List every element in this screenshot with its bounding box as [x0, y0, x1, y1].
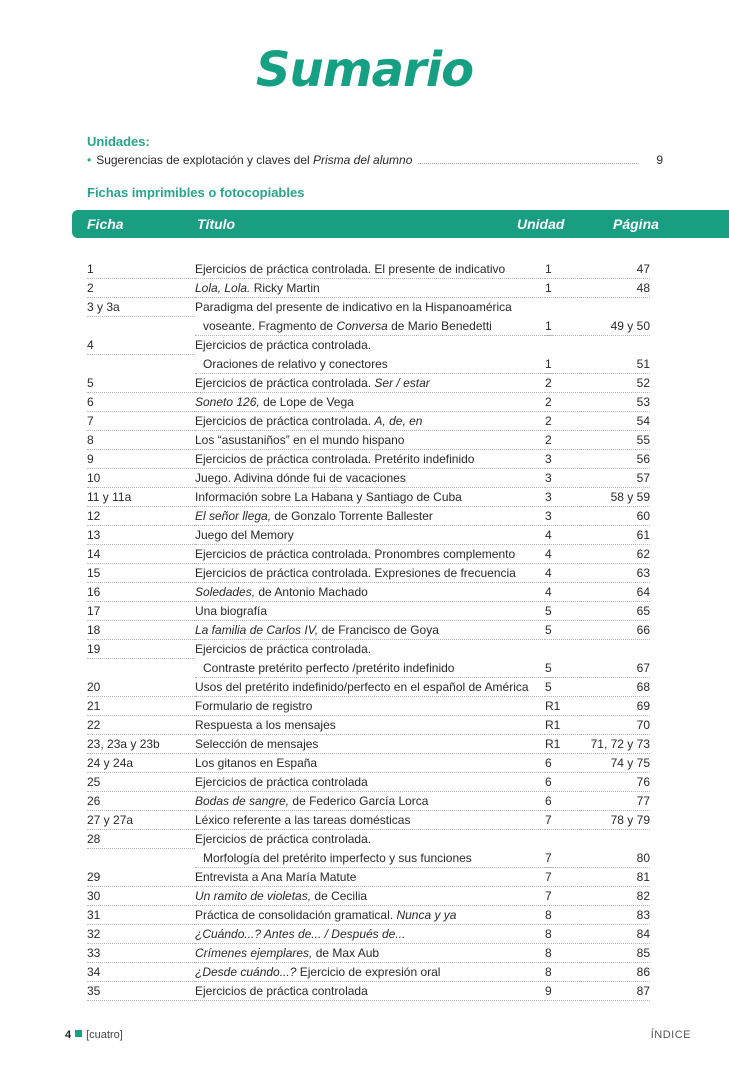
table-row — [0, 754, 729, 773]
cell-ficha: 23, 23a y 23b — [87, 735, 195, 754]
cell-ficha: 14 — [87, 545, 195, 564]
cell-pagina: 62 — [580, 545, 650, 564]
table-row-line — [0, 963, 729, 982]
cell-unidad: 1 — [545, 355, 580, 374]
table-row — [0, 469, 729, 488]
cell-ficha: 5 — [87, 374, 195, 393]
cell-ficha: 8 — [87, 431, 195, 450]
cell-titulo: Ejercicios de práctica controlada — [195, 982, 545, 1001]
cell-unidad: 2 — [545, 431, 580, 450]
cell-unidad: 9 — [545, 982, 580, 1001]
cell-pagina: 61 — [580, 526, 650, 545]
table-row — [0, 298, 729, 336]
cell-pagina: 74 y 75 — [580, 754, 650, 773]
cell-unidad: 4 — [545, 583, 580, 602]
square-icon — [75, 1030, 82, 1037]
cell-titulo: Ejercicios de práctica controlada. — [195, 642, 372, 656]
cell-ficha: 20 — [87, 678, 195, 697]
cell-pagina: 49 y 50 — [580, 317, 650, 336]
table-row-line — [0, 431, 729, 450]
cell-pagina: 54 — [580, 412, 650, 431]
table-row — [0, 374, 729, 393]
cell-titulo: Selección de mensajes — [195, 735, 545, 754]
cell-ficha: 17 — [87, 602, 195, 621]
cell-titulo: Bodas de sangre, de Federico García Lorca — [195, 792, 545, 811]
table-row-line — [0, 735, 729, 754]
table-row — [0, 735, 729, 754]
cell-titulo: Morfología del pretérito imperfecto y sus funciones — [195, 849, 553, 868]
table-row — [0, 450, 729, 469]
cell-pagina: 67 — [580, 659, 650, 678]
unidades-item-page: 9 — [656, 153, 663, 167]
table-row — [0, 583, 729, 602]
page-title: Sumario — [255, 42, 474, 98]
cell-pagina: 76 — [580, 773, 650, 792]
table-row — [0, 260, 729, 279]
cell-titulo: Juego del Memory — [195, 526, 545, 545]
dot-leader — [418, 162, 637, 164]
cell-titulo: Lola, Lola. Ricky Martin — [195, 279, 545, 298]
cell-unidad: 3 — [545, 450, 580, 469]
table-row — [0, 925, 729, 944]
cell-pagina: 64 — [580, 583, 650, 602]
cell-ficha: 12 — [87, 507, 195, 526]
unidades-item — [87, 151, 663, 167]
header-titulo: Título — [197, 216, 236, 232]
table-row-line — [0, 754, 729, 773]
cell-pagina: 82 — [580, 887, 650, 906]
cell-unidad: 5 — [545, 678, 580, 697]
cell-titulo: Respuesta a los mensajes — [195, 716, 545, 735]
header-unidad: Unidad — [517, 216, 565, 232]
cell-titulo: Una biografía — [195, 602, 545, 621]
cell-titulo: ¿Cuándo...? Antes de... / Después de... — [195, 925, 545, 944]
cell-unidad: 7 — [545, 868, 580, 887]
cell-unidad: 8 — [545, 944, 580, 963]
unidades-item-text: • Sugerencias de explotación y claves del Prisma del alumno — [87, 153, 413, 167]
cell-titulo: Ejercicios de práctica controlada. — [195, 832, 372, 846]
table-row — [0, 697, 729, 716]
cell-unidad: 6 — [545, 754, 580, 773]
table-row-line — [0, 640, 729, 659]
table-row-line — [0, 412, 729, 431]
cell-pagina: 86 — [580, 963, 650, 982]
cell-unidad: 7 — [545, 849, 580, 868]
cell-pagina: 70 — [580, 716, 650, 735]
cell-titulo: El señor llega, de Gonzalo Torrente Ballester — [195, 507, 545, 526]
cell-unidad: 1 — [545, 279, 580, 298]
table-row-line — [0, 716, 729, 735]
page-word: [cuatro] — [86, 1029, 123, 1041]
table-row — [0, 716, 729, 735]
table-row-line — [0, 621, 729, 640]
cell-pagina: 56 — [580, 450, 650, 469]
bullet: • — [87, 153, 92, 167]
cell-pagina: 57 — [580, 469, 650, 488]
table-row-line — [0, 488, 729, 507]
cell-titulo: Práctica de consolidación gramatical. Nunca y ya — [195, 906, 545, 925]
cell-unidad: 4 — [545, 545, 580, 564]
table-row — [0, 887, 729, 906]
cell-ficha: 6 — [87, 393, 195, 412]
table-row-line — [0, 564, 729, 583]
table-row — [0, 906, 729, 925]
cell-ficha: 22 — [87, 716, 195, 735]
page-number: 4 — [65, 1029, 72, 1041]
cell-titulo: Soneto 126, de Lope de Vega — [195, 393, 545, 412]
cell-ficha: 18 — [87, 621, 195, 640]
table-row — [0, 811, 729, 830]
cell-unidad: R1 — [545, 716, 580, 735]
cell-titulo: Oraciones de relativo y conectores — [195, 355, 553, 374]
cell-titulo: Los gitanos en España — [195, 754, 545, 773]
fichas-heading: Fichas imprimibles o fotocopiables — [87, 185, 305, 200]
table-row-line — [0, 849, 729, 868]
table-body — [0, 260, 729, 1001]
table-row — [0, 507, 729, 526]
cell-titulo: La familia de Carlos IV, de Francisco de Goya — [195, 621, 545, 640]
cell-titulo: Entrevista a Ana María Matute — [195, 868, 545, 887]
table-row — [0, 868, 729, 887]
cell-unidad: 6 — [545, 773, 580, 792]
table-row-line — [0, 982, 729, 1001]
cell-titulo: Ejercicios de práctica controlada. Ser / estar — [195, 374, 545, 393]
cell-unidad: 4 — [545, 526, 580, 545]
cell-pagina: 81 — [580, 868, 650, 887]
cell-unidad: 7 — [545, 811, 580, 830]
cell-unidad: 8 — [545, 925, 580, 944]
cell-ficha: 15 — [87, 564, 195, 583]
cell-pagina: 77 — [580, 792, 650, 811]
table-row — [0, 640, 729, 678]
table-row — [0, 564, 729, 583]
table-row — [0, 526, 729, 545]
table-row-line — [0, 811, 729, 830]
table-row-line — [0, 469, 729, 488]
cell-titulo: Ejercicios de práctica controlada. Expresiones de frecuencia — [195, 564, 545, 583]
cell-unidad: 2 — [545, 412, 580, 431]
table-row — [0, 963, 729, 982]
cell-ficha: 27 y 27a — [87, 811, 195, 830]
cell-titulo: Formulario de registro — [195, 697, 545, 716]
cell-ficha: 24 y 24a — [87, 754, 195, 773]
cell-unidad: 3 — [545, 507, 580, 526]
table-row-line — [0, 868, 729, 887]
table-row-line — [0, 583, 729, 602]
table-row-line — [0, 374, 729, 393]
table-row-line — [0, 317, 729, 336]
cell-titulo: Un ramito de violetas, de Cecilia — [195, 887, 545, 906]
table-row-line — [0, 545, 729, 564]
cell-unidad: 5 — [545, 621, 580, 640]
table-row — [0, 488, 729, 507]
cell-ficha: 9 — [87, 450, 195, 469]
table-row — [0, 792, 729, 811]
cell-titulo: Ejercicios de práctica controlada. Pretérito indefinido — [195, 450, 545, 469]
cell-ficha: 32 — [87, 925, 195, 944]
cell-pagina: 47 — [580, 260, 650, 279]
cell-titulo: Crímenes ejemplares, de Max Aub — [195, 944, 545, 963]
cell-ficha: 31 — [87, 906, 195, 925]
cell-pagina: 68 — [580, 678, 650, 697]
table-row-line — [0, 925, 729, 944]
cell-unidad: 5 — [545, 659, 580, 678]
table-row-line — [0, 526, 729, 545]
table-row — [0, 621, 729, 640]
table-row — [0, 944, 729, 963]
cell-pagina: 87 — [580, 982, 650, 1001]
cell-ficha: 21 — [87, 697, 195, 716]
header-ficha: Ficha — [87, 216, 124, 232]
cell-ficha: 35 — [87, 982, 195, 1001]
cell-titulo: Ejercicios de práctica controlada. Pronombres complemento — [195, 545, 545, 564]
cell-pagina: 66 — [580, 621, 650, 640]
cell-ficha: 11 y 11a — [87, 488, 195, 507]
table-row — [0, 602, 729, 621]
table-row-line — [0, 906, 729, 925]
cell-titulo: Léxico referente a las tareas domésticas — [195, 811, 545, 830]
table-row-line — [0, 830, 729, 849]
cell-unidad: 2 — [545, 393, 580, 412]
cell-unidad: R1 — [545, 735, 580, 754]
cell-unidad: 8 — [545, 906, 580, 925]
cell-ficha: 2 — [87, 279, 195, 298]
table-row-line — [0, 887, 729, 906]
cell-titulo: Ejercicios de práctica controlada — [195, 773, 545, 792]
cell-titulo: Contraste pretérito perfecto /pretérito indefinido — [195, 659, 553, 678]
cell-ficha: 30 — [87, 887, 195, 906]
footer-page — [65, 1029, 123, 1041]
cell-unidad: 2 — [545, 374, 580, 393]
cell-ficha: 7 — [87, 412, 195, 431]
cell-ficha: 1 — [87, 260, 195, 279]
table-row-line — [0, 944, 729, 963]
cell-unidad: 5 — [545, 602, 580, 621]
cell-titulo: voseante. Fragmento de Conversa de Mario Benedetti — [195, 317, 553, 336]
cell-unidad: 6 — [545, 792, 580, 811]
table-row-line — [0, 659, 729, 678]
cell-pagina: 71, 72 y 73 — [580, 735, 650, 754]
cell-ficha: 28 — [87, 830, 195, 849]
table-row — [0, 393, 729, 412]
cell-pagina: 53 — [580, 393, 650, 412]
cell-titulo: Información sobre La Habana y Santiago de Cuba — [195, 488, 545, 507]
table-row-line — [0, 336, 729, 355]
table-row-line — [0, 697, 729, 716]
table-row-line — [0, 393, 729, 412]
table-row-line — [0, 298, 729, 317]
cell-ficha: 3 y 3a — [87, 298, 195, 317]
table-row — [0, 678, 729, 697]
cell-ficha: 26 — [87, 792, 195, 811]
cell-pagina: 78 y 79 — [580, 811, 650, 830]
cell-unidad: 1 — [545, 317, 580, 336]
cell-titulo: Ejercicios de práctica controlada. El presente de indicativo — [195, 260, 545, 279]
cell-pagina: 84 — [580, 925, 650, 944]
cell-pagina: 85 — [580, 944, 650, 963]
table-row — [0, 545, 729, 564]
cell-pagina: 60 — [580, 507, 650, 526]
table-row — [0, 830, 729, 868]
table-row-line — [0, 792, 729, 811]
cell-ficha: 4 — [87, 336, 195, 355]
unidades-heading: Unidades: — [87, 134, 150, 149]
header-pagina: Página — [613, 216, 659, 232]
cell-pagina: 48 — [580, 279, 650, 298]
table-row — [0, 982, 729, 1001]
footer-section: ÍNDICE — [650, 1029, 691, 1041]
cell-ficha: 19 — [87, 640, 195, 659]
cell-ficha: 13 — [87, 526, 195, 545]
cell-ficha: 34 — [87, 963, 195, 982]
cell-titulo: Los “asustaniños” en el mundo hispano — [195, 431, 545, 450]
cell-ficha: 10 — [87, 469, 195, 488]
table-row-line — [0, 507, 729, 526]
table-header — [72, 210, 729, 238]
table-row-line — [0, 450, 729, 469]
table-row-line — [0, 678, 729, 697]
cell-pagina: 83 — [580, 906, 650, 925]
cell-pagina: 55 — [580, 431, 650, 450]
cell-titulo: Ejercicios de práctica controlada. A, de, en — [195, 412, 545, 431]
table-row — [0, 336, 729, 374]
cell-titulo: Paradigma del presente de indicativo en la Hispanoamérica — [195, 300, 512, 314]
cell-pagina: 52 — [580, 374, 650, 393]
table-row-line — [0, 355, 729, 374]
table-row-line — [0, 260, 729, 279]
cell-unidad: R1 — [545, 697, 580, 716]
table-row-line — [0, 602, 729, 621]
cell-pagina: 80 — [580, 849, 650, 868]
cell-ficha: 16 — [87, 583, 195, 602]
cell-ficha: 25 — [87, 773, 195, 792]
cell-pagina: 65 — [580, 602, 650, 621]
cell-unidad: 7 — [545, 887, 580, 906]
cell-titulo: Juego. Adivina dónde fui de vacaciones — [195, 469, 545, 488]
cell-ficha: 33 — [87, 944, 195, 963]
table-row — [0, 279, 729, 298]
table-row — [0, 412, 729, 431]
table-row-line — [0, 773, 729, 792]
cell-unidad: 4 — [545, 564, 580, 583]
cell-titulo: Ejercicios de práctica controlada. — [195, 338, 372, 352]
cell-pagina: 63 — [580, 564, 650, 583]
cell-unidad: 3 — [545, 469, 580, 488]
cell-pagina: 51 — [580, 355, 650, 374]
cell-unidad: 8 — [545, 963, 580, 982]
cell-unidad: 1 — [545, 260, 580, 279]
cell-titulo: Soledades, de Antonio Machado — [195, 583, 545, 602]
table-row — [0, 431, 729, 450]
table-row-line — [0, 279, 729, 298]
cell-unidad: 3 — [545, 488, 580, 507]
cell-pagina: 58 y 59 — [580, 488, 650, 507]
cell-pagina: 69 — [580, 697, 650, 716]
table-row — [0, 773, 729, 792]
cell-titulo: Usos del pretérito indefinido/perfecto en el español de América — [195, 678, 545, 697]
cell-titulo: ¿Desde cuándo...? Ejercicio de expresión oral — [195, 963, 545, 982]
cell-ficha: 29 — [87, 868, 195, 887]
